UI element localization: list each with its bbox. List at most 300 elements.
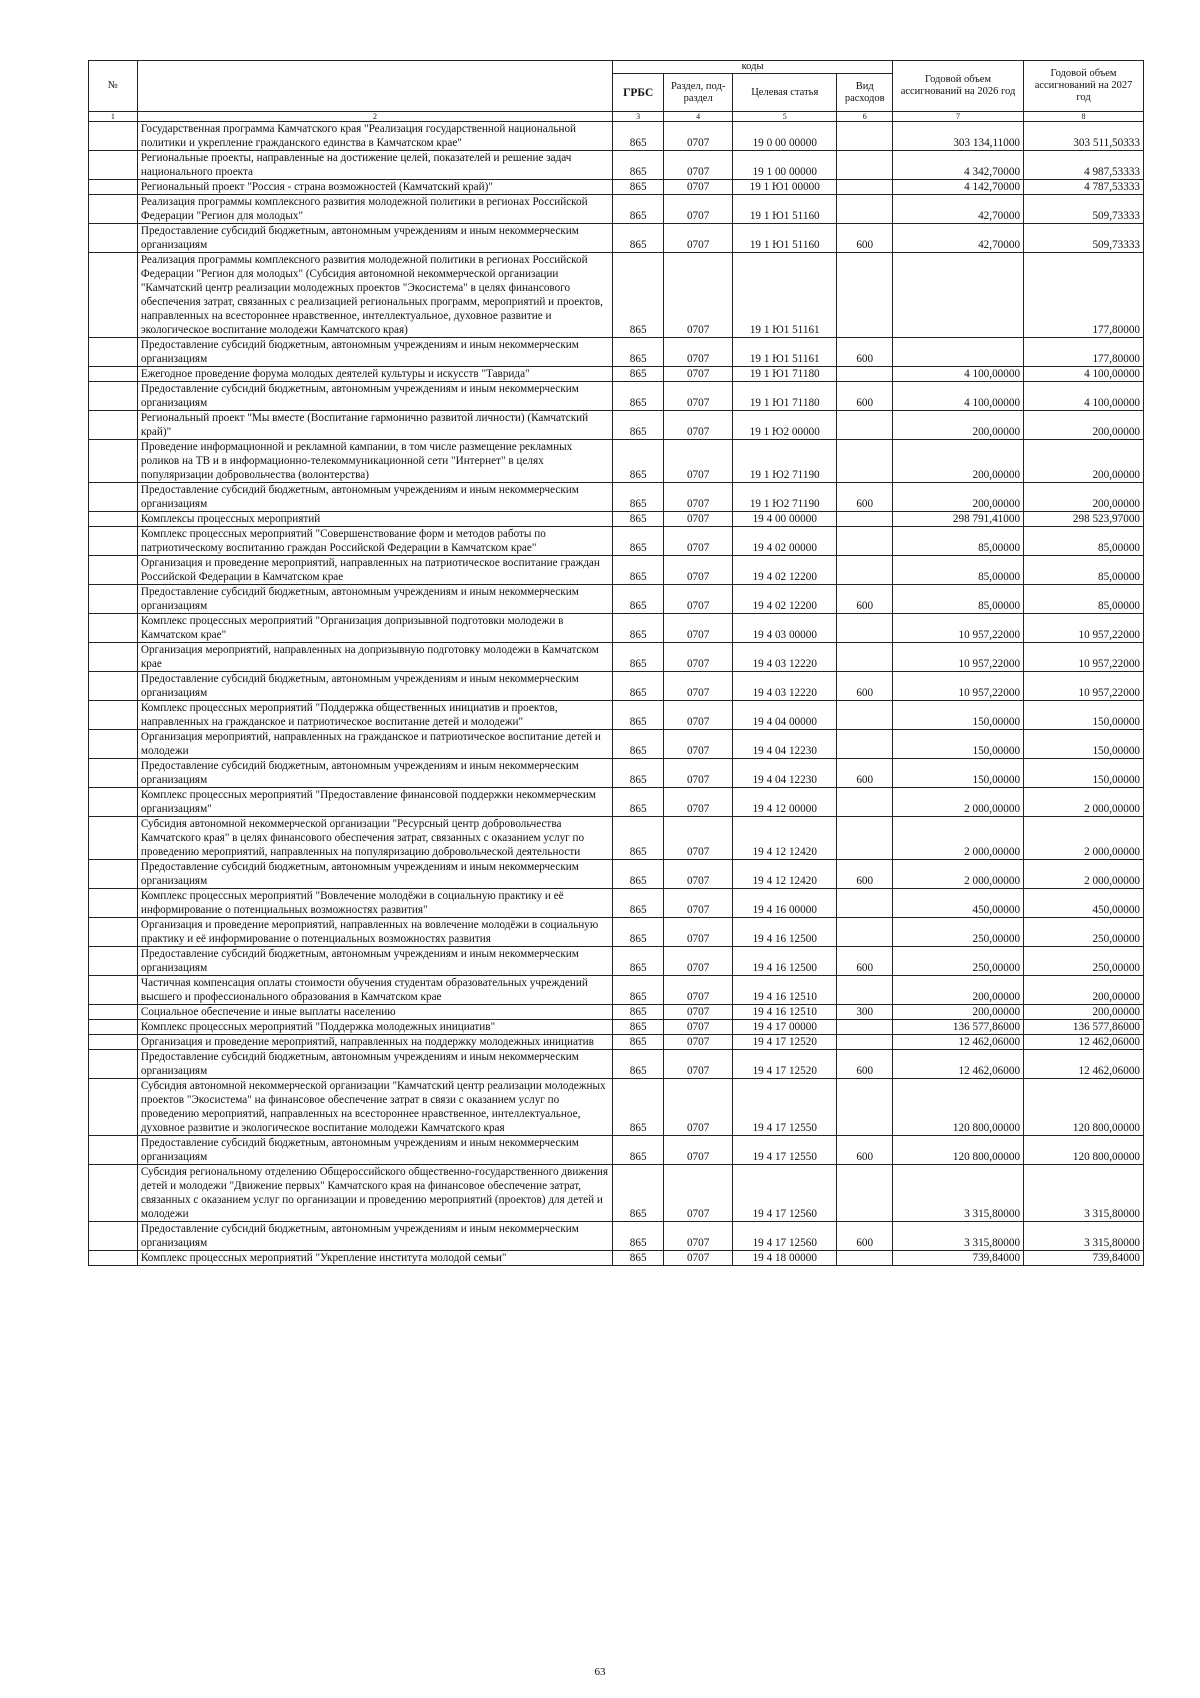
- table-row: [89, 411, 1144, 440]
- cell-2027: 2 000,00000: [1024, 788, 1144, 817]
- cell-expense-type: [837, 614, 893, 643]
- table-row: [89, 788, 1144, 817]
- cell-expense-type: [837, 367, 893, 382]
- column-number: 2: [137, 112, 612, 122]
- cell-2026: 85,00000: [893, 527, 1024, 556]
- cell-target-article: 19 1 Ю1 71180: [733, 382, 837, 411]
- cell-grbs: 865: [613, 585, 664, 614]
- cell-number: [89, 947, 138, 976]
- header-codes: коды: [613, 61, 893, 74]
- cell-number: [89, 253, 138, 338]
- cell-grbs: 865: [613, 759, 664, 788]
- table-row: [89, 889, 1144, 918]
- cell-expense-type: [837, 1035, 893, 1050]
- cell-2026: 42,70000: [893, 224, 1024, 253]
- cell-expense-type: 600: [837, 1222, 893, 1251]
- table-row: [89, 338, 1144, 367]
- cell-expense-type: [837, 918, 893, 947]
- column-number: 7: [893, 112, 1024, 122]
- cell-target-article: 19 4 04 00000: [733, 701, 837, 730]
- cell-2026: [893, 253, 1024, 338]
- cell-grbs: 865: [613, 672, 664, 701]
- cell-name: Комплекс процессных мероприятий "Укрепление института молодой семьи": [137, 1251, 612, 1266]
- cell-expense-type: [837, 1251, 893, 1266]
- cell-razdel: 0707: [664, 1136, 733, 1165]
- cell-razdel: 0707: [664, 976, 733, 1005]
- header-name: [137, 61, 612, 112]
- cell-2027: 200,00000: [1024, 976, 1144, 1005]
- table-row: [89, 1005, 1144, 1020]
- cell-number: [89, 1020, 138, 1035]
- cell-name: Реализация программы комплексного развития молодежной политики в регионах Российской Федерации "Регион для молодых" (Субсидия автономной некоммерческой организации "Камчатский центр реализации молодежных проектов "Экосистема" в целях финансового обеспечения затрат, связанных с реализацией региональных программ, мероприятий и проектов, направленных на всестороннее нравственное, интеллектуальное, духовное развитие и экологическое воспитание молодежи Камчатского края): [137, 253, 612, 338]
- cell-grbs: 865: [613, 643, 664, 672]
- cell-expense-type: 600: [837, 483, 893, 512]
- table-body: [89, 122, 1144, 1266]
- cell-grbs: 865: [613, 556, 664, 585]
- cell-expense-type: 600: [837, 947, 893, 976]
- cell-grbs: 865: [613, 788, 664, 817]
- cell-razdel: 0707: [664, 483, 733, 512]
- cell-razdel: 0707: [664, 585, 733, 614]
- cell-2026: 3 315,80000: [893, 1222, 1024, 1251]
- cell-target-article: 19 1 Ю1 51161: [733, 338, 837, 367]
- cell-number: [89, 151, 138, 180]
- cell-2027: 250,00000: [1024, 947, 1144, 976]
- cell-number: [89, 122, 138, 151]
- cell-grbs: 865: [613, 411, 664, 440]
- cell-2026: 200,00000: [893, 976, 1024, 1005]
- cell-razdel: 0707: [664, 701, 733, 730]
- cell-razdel: 0707: [664, 382, 733, 411]
- cell-name: Комплекс процессных мероприятий "Совершенствование форм и методов работы по патриотическому воспитанию граждан Российской Федерации в Камчатском крае": [137, 527, 612, 556]
- cell-2027: 4 987,53333: [1024, 151, 1144, 180]
- cell-expense-type: 300: [837, 1005, 893, 1020]
- cell-2027: 85,00000: [1024, 527, 1144, 556]
- table-row: [89, 817, 1144, 860]
- column-number: 1: [89, 112, 138, 122]
- cell-target-article: 19 0 00 00000: [733, 122, 837, 151]
- cell-name: Ежегодное проведение форума молодых деятелей культуры и искусств "Таврида": [137, 367, 612, 382]
- cell-grbs: 865: [613, 440, 664, 483]
- cell-number: [89, 918, 138, 947]
- table-row: [89, 151, 1144, 180]
- cell-expense-type: [837, 151, 893, 180]
- cell-2027: 739,84000: [1024, 1251, 1144, 1266]
- cell-number: [89, 1079, 138, 1136]
- cell-2027: 250,00000: [1024, 918, 1144, 947]
- cell-2027: 120 800,00000: [1024, 1079, 1144, 1136]
- cell-2026: 150,00000: [893, 759, 1024, 788]
- cell-razdel: 0707: [664, 672, 733, 701]
- column-numbers-row: [89, 112, 1144, 122]
- cell-grbs: 865: [613, 195, 664, 224]
- table-row: [89, 556, 1144, 585]
- cell-razdel: 0707: [664, 1005, 733, 1020]
- cell-grbs: 865: [613, 947, 664, 976]
- cell-expense-type: [837, 512, 893, 527]
- cell-2026: 85,00000: [893, 556, 1024, 585]
- cell-target-article: 19 1 Ю1 71180: [733, 367, 837, 382]
- cell-expense-type: [837, 788, 893, 817]
- cell-name: Организация и проведение мероприятий, направленных на патриотическое воспитание граждан Российской Федерации в Камчатском крае: [137, 556, 612, 585]
- cell-grbs: 865: [613, 527, 664, 556]
- cell-2027: 136 577,86000: [1024, 1020, 1144, 1035]
- cell-2027: 2 000,00000: [1024, 817, 1144, 860]
- cell-2026: 12 462,06000: [893, 1035, 1024, 1050]
- cell-expense-type: [837, 817, 893, 860]
- cell-name: Проведение информационной и рекламной кампании, в том числе размещение рекламных роликов на ТВ и в информационно-телекоммуникационной сети "Интернет" в целях популяризации добровольчества (волонтерства): [137, 440, 612, 483]
- cell-2026: 4 100,00000: [893, 382, 1024, 411]
- cell-number: [89, 1005, 138, 1020]
- cell-2026: 150,00000: [893, 701, 1024, 730]
- cell-name: Предоставление субсидий бюджетным, автономным учреждениям и иным некоммерческим организациям: [137, 860, 612, 889]
- cell-target-article: 19 4 17 12550: [733, 1136, 837, 1165]
- cell-2027: 200,00000: [1024, 483, 1144, 512]
- cell-razdel: 0707: [664, 440, 733, 483]
- table-row: [89, 253, 1144, 338]
- cell-razdel: 0707: [664, 122, 733, 151]
- cell-expense-type: 600: [837, 1136, 893, 1165]
- cell-2027: 2 000,00000: [1024, 860, 1144, 889]
- cell-number: [89, 180, 138, 195]
- cell-number: [89, 440, 138, 483]
- cell-grbs: 865: [613, 338, 664, 367]
- cell-2026: 42,70000: [893, 195, 1024, 224]
- cell-grbs: 865: [613, 701, 664, 730]
- cell-razdel: 0707: [664, 195, 733, 224]
- cell-razdel: 0707: [664, 1035, 733, 1050]
- cell-razdel: 0707: [664, 1020, 733, 1035]
- cell-2027: 509,73333: [1024, 195, 1144, 224]
- cell-2026: 4 142,70000: [893, 180, 1024, 195]
- cell-target-article: 19 4 04 12230: [733, 730, 837, 759]
- cell-2026: 120 800,00000: [893, 1136, 1024, 1165]
- cell-2026: 10 957,22000: [893, 614, 1024, 643]
- cell-2026: 2 000,00000: [893, 860, 1024, 889]
- cell-razdel: 0707: [664, 1222, 733, 1251]
- cell-target-article: 19 1 00 00000: [733, 151, 837, 180]
- cell-2026: 150,00000: [893, 730, 1024, 759]
- column-number: 4: [664, 112, 733, 122]
- table-row: [89, 483, 1144, 512]
- cell-number: [89, 643, 138, 672]
- cell-name: Частичная компенсация оплаты стоимости обучения студентам образовательных учреждений высшего и профессионального образования в Камчатском крае: [137, 976, 612, 1005]
- cell-number: [89, 382, 138, 411]
- cell-expense-type: [837, 253, 893, 338]
- cell-razdel: 0707: [664, 224, 733, 253]
- cell-number: [89, 483, 138, 512]
- cell-2026: 4 100,00000: [893, 367, 1024, 382]
- cell-razdel: 0707: [664, 860, 733, 889]
- cell-name: Субсидия региональному отделению Общероссийского общественно-государственного движения детей и молодежи "Движение первых" Камчатского края на финансовое обеспечение затрат, связанных с оказанием услуг по организации и проведению мероприятий (проектов) для детей и молодежи: [137, 1165, 612, 1222]
- cell-razdel: 0707: [664, 788, 733, 817]
- table-row: [89, 1136, 1144, 1165]
- cell-target-article: 19 4 12 12420: [733, 860, 837, 889]
- cell-2026: [893, 338, 1024, 367]
- cell-razdel: 0707: [664, 556, 733, 585]
- column-number: 3: [613, 112, 664, 122]
- cell-2027: 177,80000: [1024, 338, 1144, 367]
- cell-number: [89, 788, 138, 817]
- header-grbs: ГРБС: [613, 74, 664, 112]
- table-row: [89, 643, 1144, 672]
- cell-number: [89, 527, 138, 556]
- table-row: [89, 947, 1144, 976]
- cell-expense-type: [837, 527, 893, 556]
- cell-target-article: 19 4 03 12220: [733, 643, 837, 672]
- cell-2027: 10 957,22000: [1024, 643, 1144, 672]
- budget-table-sheet: [88, 60, 1144, 1266]
- cell-2027: 85,00000: [1024, 556, 1144, 585]
- cell-name: Региональный проект "Мы вместе (Воспитание гармонично развитой личности) (Камчатский край)": [137, 411, 612, 440]
- cell-number: [89, 556, 138, 585]
- header-2027: Годовой объем ассигнований на 2027 год: [1024, 61, 1144, 112]
- column-number: 6: [837, 112, 893, 122]
- cell-2027: 10 957,22000: [1024, 672, 1144, 701]
- cell-expense-type: 600: [837, 338, 893, 367]
- table-row: [89, 122, 1144, 151]
- cell-expense-type: 600: [837, 585, 893, 614]
- cell-grbs: 865: [613, 224, 664, 253]
- cell-number: [89, 195, 138, 224]
- table-row: [89, 1251, 1144, 1266]
- cell-2026: 2 000,00000: [893, 788, 1024, 817]
- cell-2027: 4 100,00000: [1024, 367, 1144, 382]
- cell-name: Комплекс процессных мероприятий "Предоставление финансовой поддержки некоммерческим организациям": [137, 788, 612, 817]
- cell-2027: 200,00000: [1024, 440, 1144, 483]
- table-row: [89, 918, 1144, 947]
- cell-number: [89, 411, 138, 440]
- cell-expense-type: [837, 976, 893, 1005]
- cell-number: [89, 1050, 138, 1079]
- cell-grbs: 865: [613, 180, 664, 195]
- cell-grbs: 865: [613, 817, 664, 860]
- cell-name: Предоставление субсидий бюджетным, автономным учреждениям и иным некоммерческим организациям: [137, 224, 612, 253]
- cell-number: [89, 338, 138, 367]
- cell-grbs: 865: [613, 1050, 664, 1079]
- cell-name: Предоставление субсидий бюджетным, автономным учреждениям и иным некоммерческим организациям: [137, 759, 612, 788]
- table-row: [89, 672, 1144, 701]
- cell-razdel: 0707: [664, 759, 733, 788]
- cell-number: [89, 701, 138, 730]
- table-row: [89, 1165, 1144, 1222]
- cell-2026: 450,00000: [893, 889, 1024, 918]
- budget-table: [88, 60, 1144, 1266]
- cell-2026: 200,00000: [893, 483, 1024, 512]
- cell-razdel: 0707: [664, 817, 733, 860]
- cell-2027: 298 523,97000: [1024, 512, 1144, 527]
- cell-grbs: 865: [613, 976, 664, 1005]
- cell-target-article: 19 4 16 12500: [733, 918, 837, 947]
- page-number: 63: [594, 1666, 606, 1678]
- cell-2027: 303 511,50333: [1024, 122, 1144, 151]
- cell-number: [89, 976, 138, 1005]
- cell-2027: 150,00000: [1024, 701, 1144, 730]
- cell-target-article: 19 1 Ю2 71190: [733, 440, 837, 483]
- cell-razdel: 0707: [664, 527, 733, 556]
- cell-target-article: 19 1 Ю2 00000: [733, 411, 837, 440]
- column-number: 5: [733, 112, 837, 122]
- cell-expense-type: [837, 1079, 893, 1136]
- table-row: [89, 614, 1144, 643]
- cell-2027: 450,00000: [1024, 889, 1144, 918]
- cell-expense-type: [837, 440, 893, 483]
- cell-name: Организация и проведение мероприятий, направленных на вовлечение молодёжи в социальную практику и её информирование о потенциальных возможностях развития: [137, 918, 612, 947]
- cell-name: Предоставление субсидий бюджетным, автономным учреждениям и иным некоммерческим организациям: [137, 338, 612, 367]
- cell-2027: 12 462,06000: [1024, 1035, 1144, 1050]
- cell-expense-type: [837, 889, 893, 918]
- cell-2026: 200,00000: [893, 411, 1024, 440]
- cell-number: [89, 1222, 138, 1251]
- header-razdel: Раздел, под-раздел: [664, 74, 733, 112]
- table-row: [89, 860, 1144, 889]
- cell-number: [89, 1035, 138, 1050]
- cell-number: [89, 889, 138, 918]
- cell-number: [89, 1165, 138, 1222]
- cell-2027: 120 800,00000: [1024, 1136, 1144, 1165]
- cell-name: Региональный проект "Россия - страна возможностей (Камчатский край)": [137, 180, 612, 195]
- cell-razdel: 0707: [664, 512, 733, 527]
- cell-name: Предоставление субсидий бюджетным, автономным учреждениям и иным некоммерческим организациям: [137, 1050, 612, 1079]
- table-row: [89, 1035, 1144, 1050]
- table-row: [89, 759, 1144, 788]
- cell-target-article: 19 4 17 12560: [733, 1165, 837, 1222]
- cell-expense-type: [837, 411, 893, 440]
- cell-2027: 12 462,06000: [1024, 1050, 1144, 1079]
- cell-2026: 10 957,22000: [893, 672, 1024, 701]
- cell-name: Субсидия автономной некоммерческой организации "Ресурсный центр добровольчества Камчатского края" в целях финансового обеспечения затрат, связанных с оказанием услуг по проведению мероприятий, направленных на популяризацию добровольческой деятельности: [137, 817, 612, 860]
- cell-name: Предоставление субсидий бюджетным, автономным учреждениям и иным некоммерческим организациям: [137, 585, 612, 614]
- cell-name: Организация мероприятий, направленных на допризывную подготовку молодежи в Камчатском крае: [137, 643, 612, 672]
- cell-2026: 85,00000: [893, 585, 1024, 614]
- cell-number: [89, 224, 138, 253]
- cell-grbs: 865: [613, 1079, 664, 1136]
- cell-expense-type: [837, 122, 893, 151]
- cell-2027: 509,73333: [1024, 224, 1144, 253]
- cell-name: Государственная программа Камчатского края "Реализация государственной национальной политики и укрепление гражданского единства в Камчатском крае": [137, 122, 612, 151]
- cell-razdel: 0707: [664, 367, 733, 382]
- cell-number: [89, 672, 138, 701]
- cell-2027: 4 100,00000: [1024, 382, 1144, 411]
- cell-razdel: 0707: [664, 614, 733, 643]
- cell-2026: 303 134,11000: [893, 122, 1024, 151]
- cell-target-article: 19 4 16 12500: [733, 947, 837, 976]
- cell-expense-type: 600: [837, 759, 893, 788]
- cell-name: Предоставление субсидий бюджетным, автономным учреждениям и иным некоммерческим организациям: [137, 1222, 612, 1251]
- cell-target-article: 19 4 16 00000: [733, 889, 837, 918]
- cell-2027: 150,00000: [1024, 759, 1144, 788]
- cell-target-article: 19 1 Ю1 51161: [733, 253, 837, 338]
- cell-target-article: 19 4 02 12200: [733, 585, 837, 614]
- cell-target-article: 19 4 02 12200: [733, 556, 837, 585]
- cell-razdel: 0707: [664, 1050, 733, 1079]
- cell-number: [89, 585, 138, 614]
- cell-2026: 136 577,86000: [893, 1020, 1024, 1035]
- cell-grbs: 865: [613, 730, 664, 759]
- cell-2026: 250,00000: [893, 918, 1024, 947]
- cell-target-article: 19 4 12 00000: [733, 788, 837, 817]
- cell-name: Комплекс процессных мероприятий "Поддержка молодежных инициатив": [137, 1020, 612, 1035]
- cell-expense-type: 600: [837, 224, 893, 253]
- cell-razdel: 0707: [664, 180, 733, 195]
- cell-razdel: 0707: [664, 253, 733, 338]
- cell-target-article: 19 4 03 12220: [733, 672, 837, 701]
- cell-grbs: 865: [613, 483, 664, 512]
- cell-name: Комплекс процессных мероприятий "Поддержка общественных инициатив и проектов, направленных на гражданское и патриотическое воспитание детей и молодежи": [137, 701, 612, 730]
- cell-expense-type: 600: [837, 382, 893, 411]
- cell-razdel: 0707: [664, 1079, 733, 1136]
- header-target-article: Целевая статья: [733, 74, 837, 112]
- cell-target-article: 19 1 Ю2 71190: [733, 483, 837, 512]
- cell-target-article: 19 4 17 12560: [733, 1222, 837, 1251]
- cell-target-article: 19 1 Ю1 00000: [733, 180, 837, 195]
- cell-2026: 10 957,22000: [893, 643, 1024, 672]
- cell-target-article: 19 4 03 00000: [733, 614, 837, 643]
- table-row: [89, 701, 1144, 730]
- cell-2026: 298 791,41000: [893, 512, 1024, 527]
- cell-name: Предоставление субсидий бюджетным, автономным учреждениям и иным некоммерческим организациям: [137, 483, 612, 512]
- cell-2027: 10 957,22000: [1024, 614, 1144, 643]
- cell-razdel: 0707: [664, 918, 733, 947]
- table-row: [89, 367, 1144, 382]
- cell-grbs: 865: [613, 860, 664, 889]
- table-row: [89, 1050, 1144, 1079]
- cell-2027: 200,00000: [1024, 1005, 1144, 1020]
- cell-expense-type: [837, 180, 893, 195]
- cell-target-article: 19 1 Ю1 51160: [733, 195, 837, 224]
- cell-razdel: 0707: [664, 1251, 733, 1266]
- cell-expense-type: 600: [837, 1050, 893, 1079]
- cell-number: [89, 614, 138, 643]
- cell-expense-type: [837, 556, 893, 585]
- cell-target-article: 19 4 04 12230: [733, 759, 837, 788]
- table-row: [89, 1020, 1144, 1035]
- cell-2027: 4 787,53333: [1024, 180, 1144, 195]
- table-row: [89, 527, 1144, 556]
- cell-number: [89, 817, 138, 860]
- cell-grbs: 865: [613, 1005, 664, 1020]
- cell-grbs: 865: [613, 512, 664, 527]
- cell-2027: 3 315,80000: [1024, 1222, 1144, 1251]
- cell-2026: 250,00000: [893, 947, 1024, 976]
- cell-grbs: 865: [613, 614, 664, 643]
- cell-number: [89, 1136, 138, 1165]
- cell-name: Предоставление субсидий бюджетным, автономным учреждениям и иным некоммерческим организациям: [137, 947, 612, 976]
- cell-number: [89, 367, 138, 382]
- cell-grbs: 865: [613, 1136, 664, 1165]
- cell-target-article: 19 4 17 12520: [733, 1035, 837, 1050]
- table-row: [89, 195, 1144, 224]
- cell-number: [89, 730, 138, 759]
- cell-razdel: 0707: [664, 1165, 733, 1222]
- cell-name: Региональные проекты, направленные на достижение целей, показателей и решение задач национального проекта: [137, 151, 612, 180]
- cell-name: Предоставление субсидий бюджетным, автономным учреждениям и иным некоммерческим организациям: [137, 1136, 612, 1165]
- cell-2027: 85,00000: [1024, 585, 1144, 614]
- cell-target-article: 19 1 Ю1 51160: [733, 224, 837, 253]
- cell-grbs: 865: [613, 1165, 664, 1222]
- cell-target-article: 19 4 17 12550: [733, 1079, 837, 1136]
- cell-expense-type: 600: [837, 860, 893, 889]
- cell-expense-type: [837, 643, 893, 672]
- cell-number: [89, 512, 138, 527]
- column-number: 8: [1024, 112, 1144, 122]
- cell-name: Комплекс процессных мероприятий "Вовлечение молодёжи в социальную практику и её информирование о потенциальных возможностях развития": [137, 889, 612, 918]
- cell-razdel: 0707: [664, 730, 733, 759]
- cell-2026: 739,84000: [893, 1251, 1024, 1266]
- cell-razdel: 0707: [664, 947, 733, 976]
- cell-target-article: 19 4 16 12510: [733, 976, 837, 1005]
- table-row: [89, 730, 1144, 759]
